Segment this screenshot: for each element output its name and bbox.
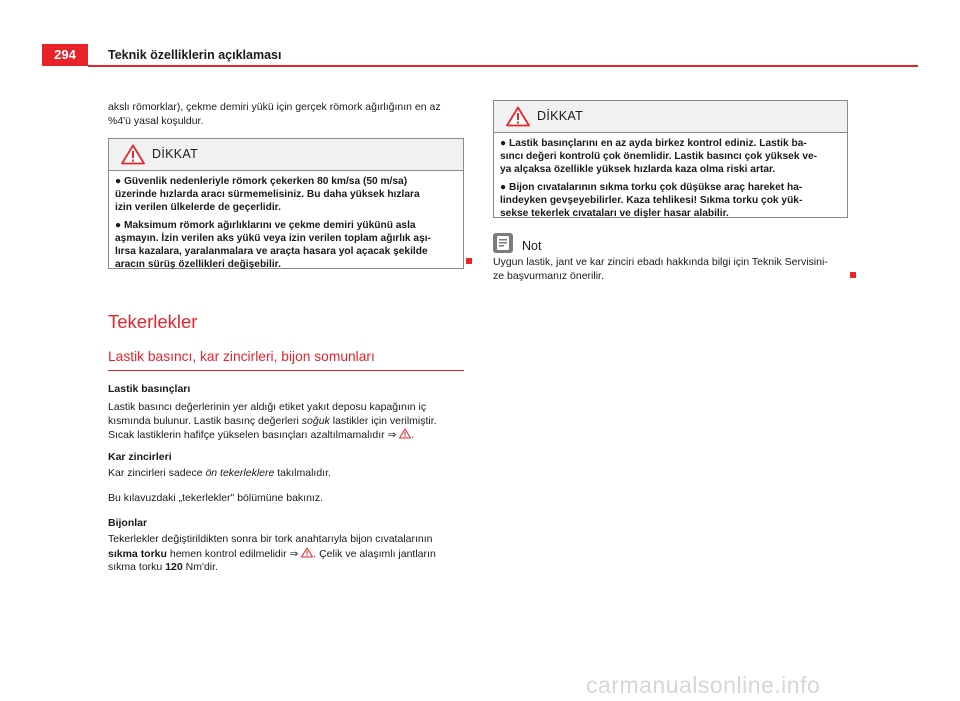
warning-line: izin verilen ülkelerde de geçerlidir. bbox=[115, 201, 281, 213]
intro-paragraph bbox=[108, 101, 468, 128]
warning-item bbox=[115, 220, 457, 271]
paragraph-line bbox=[108, 415, 468, 429]
warning-line: ya alçaksa özellikle yüksek hızlarda kaza olma riski artar. bbox=[500, 163, 776, 175]
header-rule bbox=[88, 65, 918, 67]
warning-box-header bbox=[109, 139, 463, 171]
paragraph-line: ze başvurmanız önerilir. bbox=[493, 269, 604, 282]
lug-nuts-paragraph bbox=[108, 533, 468, 575]
bold-text: sıkma torku bbox=[108, 547, 167, 560]
warning-line: lırsa kazalara, yaralanmalara ve araçta hasara yol açacak şekilde bbox=[115, 245, 428, 257]
subsection-title: Lastik basıncı, kar zincirleri, bijon somunları bbox=[108, 349, 375, 364]
note-icon bbox=[493, 233, 513, 253]
warning-box-header bbox=[494, 101, 847, 133]
warning-line: ● Lastik basınçlarını en az ayda birkez kontrol ediniz. Lastik ba- bbox=[500, 138, 807, 149]
page-header-title: Teknik özelliklerin açıklaması bbox=[108, 48, 282, 62]
text-run: Sıcak lastiklerin hafifçe yükselen basınçları azaltılmamalıdır ⇒ bbox=[108, 429, 400, 442]
warning-triangle-icon[interactable] bbox=[301, 547, 313, 558]
emphasis-text: soğuk bbox=[301, 414, 330, 427]
text-run: Kar zincirleri sadece bbox=[108, 467, 206, 479]
page-number: 294 bbox=[42, 44, 88, 66]
text-run: kısmında bulunur. Lastik basınç değerleri bbox=[108, 414, 302, 427]
warning-line: sekse tekerlek cıvataları ve dişler hasar alabilir. bbox=[500, 207, 729, 219]
section-title: Tekerlekler bbox=[108, 311, 198, 332]
subsection-rule bbox=[108, 370, 464, 371]
warning-triangle-icon[interactable] bbox=[399, 428, 411, 439]
note-icon-glyph bbox=[493, 233, 513, 253]
lug-nuts-heading: Bijonlar bbox=[108, 517, 148, 529]
text-run: lastikler için verilmiştir. bbox=[329, 414, 437, 427]
end-marker-icon bbox=[850, 272, 856, 278]
warning-line: aracın sürüş özellikleri değişebilir. bbox=[115, 258, 281, 270]
text-run: . Çelik ve alaşımlı jantların bbox=[313, 547, 436, 560]
warning-box-left bbox=[108, 138, 464, 269]
warning-line: aşmayın. İzin verilen aks yükü veya izin verilen toplam ağırlık aşı- bbox=[115, 233, 431, 245]
snow-chains-line bbox=[108, 467, 468, 481]
text-run: Nm'dir. bbox=[182, 561, 218, 574]
paragraph-line: Uygun lastik, jant ve kar zinciri ebadı hakkında bilgi için Teknik Servisini- bbox=[493, 256, 828, 268]
warning-item bbox=[115, 176, 457, 214]
warning-label: DİKKAT bbox=[152, 147, 199, 161]
warning-item bbox=[500, 182, 841, 220]
end-marker-icon bbox=[466, 258, 472, 264]
tire-pressure-paragraph bbox=[108, 401, 468, 443]
watermark: carmanualsonline.info bbox=[586, 672, 821, 698]
warning-label: DİKKAT bbox=[537, 109, 584, 123]
warning-box-right bbox=[493, 100, 848, 218]
paragraph-line bbox=[108, 547, 468, 562]
paragraph-line: Lastik basıncı değerlerinin yer aldığı etiket yakıt deposu kapağının iç bbox=[108, 401, 427, 413]
note-paragraph bbox=[493, 256, 853, 283]
text-run: takılmalıdır. bbox=[274, 467, 331, 479]
bold-text: 120 bbox=[165, 561, 183, 574]
warning-triangle-icon bbox=[121, 144, 145, 165]
snow-chains-heading: Kar zincirleri bbox=[108, 451, 172, 463]
text-run: hemen kontrol edilmelidir ⇒ bbox=[166, 547, 302, 560]
warning-line: ● Bijon cıvatalarının sıkma torku çok düşükse araç hareket ha- bbox=[500, 182, 803, 194]
paragraph-line: Tekerlekler değiştirildikten sonra bir tork anahtarıyla bijon cıvatalarının bbox=[108, 533, 433, 545]
warning-line: sıncı değeri kontrolü çok önemlidir. Lastik basıncı çok yüksek ve- bbox=[500, 150, 818, 162]
paragraph-line bbox=[108, 561, 468, 575]
text-run: sıkma torku bbox=[108, 561, 166, 574]
warning-triangle-icon bbox=[506, 106, 530, 127]
tire-pressure-heading: Lastik basınçları bbox=[108, 383, 191, 395]
warning-body bbox=[494, 133, 847, 225]
warning-body bbox=[109, 171, 463, 276]
warning-line: ● Güvenlik nedenleriyle römork çekerken 80 km/sa (50 m/sa) bbox=[115, 176, 408, 187]
intro-line: %4'ü yasal koşuldur. bbox=[108, 114, 204, 127]
warning-item bbox=[500, 138, 841, 176]
text-run: . bbox=[411, 429, 415, 442]
intro-line: akslı römorklar), çekme demiri yükü için gerçek römork ağırlığının en az bbox=[108, 101, 441, 113]
note-label: Not bbox=[522, 239, 542, 253]
warning-line: üzerinde hızlarda aracı sürmemelisiniz. Bu daha yüksek hızlara bbox=[115, 188, 420, 200]
paragraph-line bbox=[108, 428, 468, 443]
snow-chains-reference: Bu kılavuzdaki „tekerlekler" bölümüne bakınız. bbox=[108, 492, 323, 504]
warning-line: ● Maksimum römork ağırlıklarını ve çekme demiri yükünü asla bbox=[115, 220, 416, 232]
warning-line: lindeyken gevşeyebilirler. Kaza tehlikesi! Sıkma torku çok yük- bbox=[500, 195, 803, 207]
emphasis-text: ön tekerleklere bbox=[205, 467, 275, 479]
